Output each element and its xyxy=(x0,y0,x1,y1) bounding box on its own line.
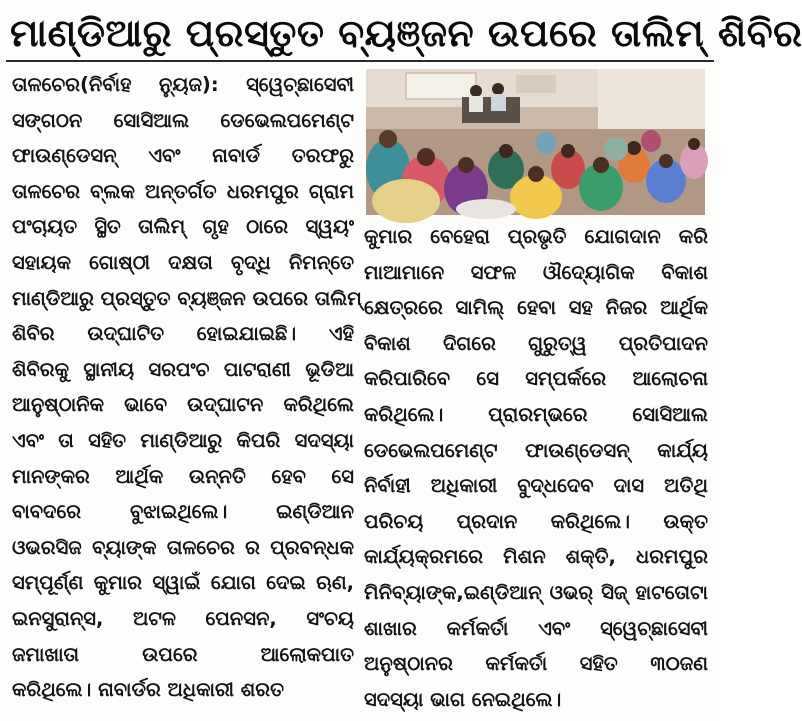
article-text-line: କାର୍ଯ୍ୟକ୍ରମରେ ମିଶନ ଶକ୍ତି, ଧରମପୁର xyxy=(364,545,708,569)
training-camp-photo-icon xyxy=(366,69,705,215)
article-text-line: ଶିବିର ଉଦ୍‌ଘାଟିତ ହୋଇଯାଇଛି। ଏହି xyxy=(12,322,354,346)
article-text-line: ଓଭରସିଜ ବ୍ୟାଙ୍କ ତାଳଚେର ର ପ୍ରବନ୍ଧକ xyxy=(12,535,354,559)
article-text-line: ପରିଚୟ ପ୍ରଦାନ କରିଥିଲେ। ଉକ୍ତ xyxy=(364,509,708,533)
article-left-column xyxy=(12,67,362,708)
article-text-line: ଫାଉଣ୍ଡେସନ୍ ଏବଂ ନାବାର୍ଡ ତରଫରୁ xyxy=(12,144,354,168)
article-text-line: ବିକାଶ ଦିଗରେ ଗୁରୁତ୍ୱ ପ୍ରତିପାଦନ xyxy=(364,331,708,355)
article-text-line: ସମ୍ପୂର୍ଣ୍ଣ କୁମାର ସ୍ୱାଇଁ ଯୋଗ ଦେଇ ଋଣ, xyxy=(12,571,354,595)
headline: ମାଣ୍ଡିଆରୁ ପ୍ରସ୍ତୁତ ବ୍ୟଞ୍ଜନ ଉପରେ ତାଲିମ୍ ଶିବିର xyxy=(10,11,802,55)
article-right-column xyxy=(364,219,708,717)
article-text-line: ମିନିବ୍ୟାଙ୍କ,ଇଣ୍ଡିଆନ୍ ଓଭର୍ ସିଜ୍ ହାଟତୋଟା xyxy=(364,580,708,604)
article-text-line: କରିପାରିବେ ସେ ସମ୍ପର୍କରେ ଆଲୋଚନା xyxy=(364,367,708,391)
article-text-line: ମାଆମାନେ ସଫଳ ଔଦ୍ୟୋଗିକ ବିକାଶ xyxy=(364,260,708,284)
article-text-line: ସଦସ୍ୟା ଭାଗ ନେଇଥିଲେ। xyxy=(364,687,562,711)
headline-divider xyxy=(6,60,714,62)
article-text-line: ସହାୟକ ଗୋଷ୍ଠୀ ଦକ୍ଷତା ବୃଦ୍ଧି ନିମନ୍ତେ xyxy=(12,250,354,274)
article-text-line: ଶାଖାର କର୍ମକର୍ତା ଏବଂ ସ୍ୱେଚ୍ଛାସେବୀ xyxy=(364,616,708,640)
article-text-line: ବାବଦରେ ବୁଝାଇଥିଲେ। ଇଣ୍ଡିଆନ xyxy=(12,500,354,524)
article-text-line: ତାଳଚେର(ନିର୍ବାହ ନ୍ୟୁଜ): ସ୍ୱେଚ୍ଛାସେବୀ xyxy=(12,73,354,96)
article-text-line: ନିର୍ବାହୀ ଅଧିକାରୀ ବୁଦ୍ଧଦେବ ଦାସ ଅତିଥି xyxy=(364,474,708,498)
article-text-line: ଇନସୁରାନ୍ସ, ଅଟଳ ପେନସନ, ସଂଚୟ xyxy=(12,606,354,630)
article-text-line: ସଙ୍ଗଠନ ସୋସିଆଲ ଡେଭେଲପମେଣ୍ଟ xyxy=(12,108,354,132)
article-photo xyxy=(366,69,705,215)
article-text-line: ଜମାଖାତା ଉପରେ ଆଲୋକପାତ xyxy=(12,642,354,666)
article-text-line: କରିଥିଲେ। ନାବାର୍ଡର ଅଧିକାରୀ ଶରତ xyxy=(12,678,284,702)
article-text-line: ମାନଙ୍କର ଆର୍ଥିକ ଉନ୍ନତି ହେବ ସେ xyxy=(12,464,354,488)
article-text-line: କରିଥିଲେ। ପ୍ରାରମ୍ଭରେ ସୋସିଆଲ xyxy=(364,402,708,426)
article-text-line: ଆନୁଷ୍ଠାନିକ ଭାବେ ଉଦ୍‌ଘାଟନ କରିଥିଲେ xyxy=(12,393,354,417)
article-text-line: ଅନୁଷ୍ଠାନର କର୍ମକର୍ତା ସହିତ ୩୦ଜଣ xyxy=(364,652,708,676)
article-text-line: ତାଳଚେର ବ୍ଲକ ଅନ୍ତର୍ଗତ ଧରମପୁର ଗ୍ରାମ xyxy=(12,179,354,203)
article-text-line: ମାଣ୍ଡିଆରୁ ପ୍ରସ୍ତୁତ ବ୍ୟଞ୍ଜନ ଉପରେ ତାଲିମ୍ xyxy=(12,286,362,310)
article-text-line: ପଂଚାୟତ ସ୍ଥିତ ତାଲିମ୍ ଗୃହ ଠାରେ ସ୍ୱୟଂ xyxy=(12,215,354,239)
article-text-line: ଡେଭେଲପମେଣ୍ଟ ଫାଉଣ୍ଡେସନ୍ କାର୍ଯ୍ୟ xyxy=(364,438,708,462)
article-text-line: ଏବଂ ତା ସହିତ ମାଣ୍ଡିଆରୁ କିପରି ସଦସ୍ୟା xyxy=(12,428,354,452)
article-text-line: କ୍ଷେତ୍ରରେ ସାମିଲ୍ ହେବା ସହ ନିଜର ଆର୍ଥିକ xyxy=(364,296,708,320)
article-text-line: ଶିବିରକୁ ସ୍ଥାନୀୟ ସରପଂଚ ପାଟରାଣୀ ଭୂଡିଆ xyxy=(12,357,354,381)
article-text-line: କୁମାର ବେହେରା ପ୍ରଭୃତି ଯୋଗଦାନ କରି xyxy=(364,225,708,248)
